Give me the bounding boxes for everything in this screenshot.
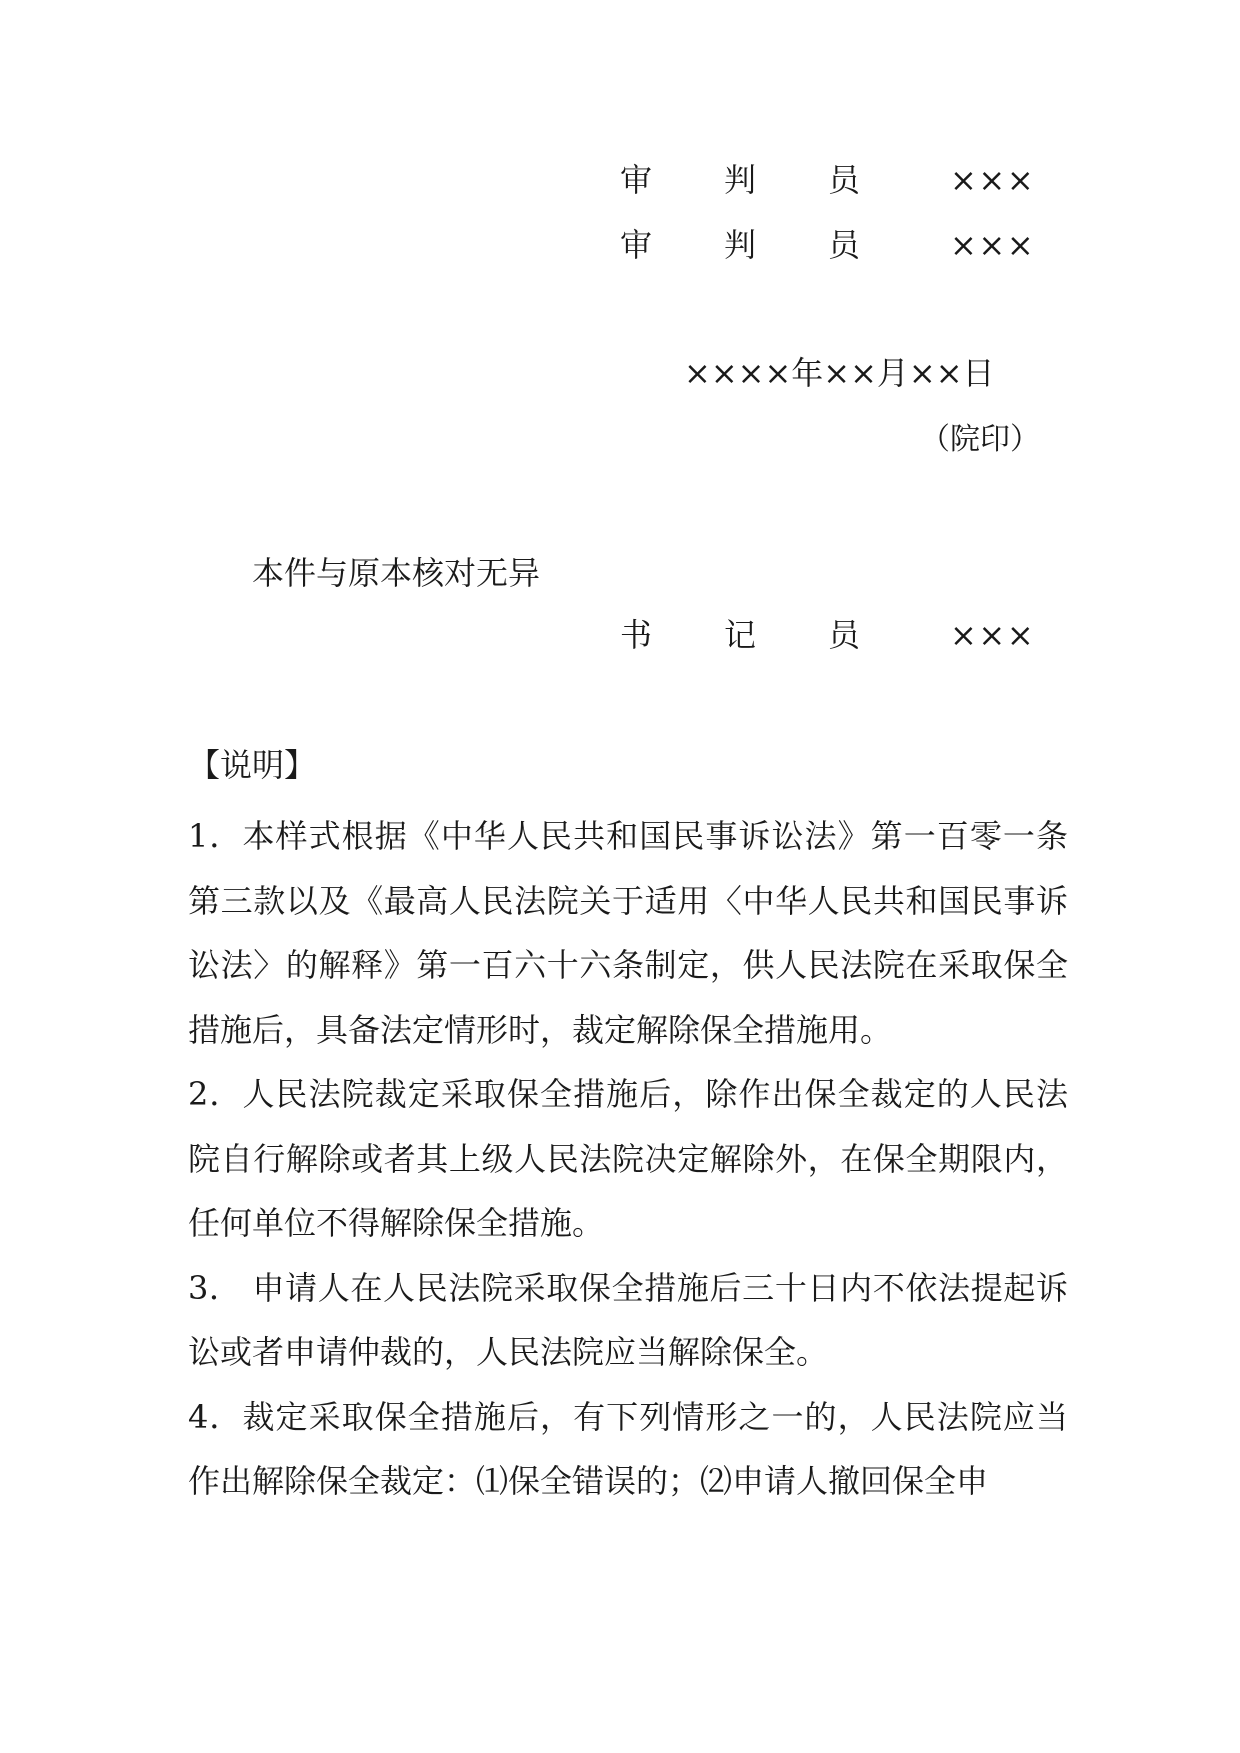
note-item: 4．裁定采取保全措施后，有下列情形之一的，人民法院应当作出解除保全裁定：⑴保全错误的；⑵申请人撤回保全申 (188, 1397, 1068, 1500)
role-char: 判 (723, 226, 756, 264)
signature-name: ××× (950, 616, 1036, 654)
role-char: 审 (620, 161, 653, 199)
note-item: 1．本样式根据《中华人民共和国民事诉讼法》第一百零一条第三款以及《最高人民法院关于适用〈中华人民共和国民事诉讼法〉的解释》第一百六十六条制定，供人民法院在采取保全措施后，具备法定情形时，裁定解除保全措施用。 (188, 817, 1068, 1049)
signature-judge-1 (620, 155, 1060, 205)
role-char: 审 (620, 226, 653, 264)
signature-clerk (620, 610, 1060, 660)
role-char: 员 (827, 616, 860, 654)
role-char: 员 (827, 161, 860, 199)
signature-name: ××× (950, 161, 1036, 199)
note-item: 3． 申请人在人民法院采取保全措施后三十日内不依法提起诉讼或者申请仲裁的，人民法院应当解除保全。 (188, 1268, 1068, 1371)
signature-judge-2 (620, 220, 1060, 270)
signature-name: ××× (950, 226, 1036, 264)
note-item: 2．人民法院裁定采取保全措施后，除作出保全裁定的人民法院自行解除或者其上级人民法院决定解除外，在保全期限内，任何单位不得解除保全措施。 (188, 1075, 1068, 1242)
role-char: 判 (723, 161, 756, 199)
notes-heading: 【说明】 (188, 746, 317, 784)
role-char: 记 (723, 616, 756, 654)
court-seal-note: （院印） (920, 422, 1040, 457)
document-date: ××××年××月××日 (684, 354, 995, 392)
role-char: 书 (620, 616, 653, 654)
role-char: 员 (827, 226, 860, 264)
notes-section (188, 740, 1068, 1514)
signature-role (620, 155, 860, 205)
signature-role (620, 220, 860, 270)
verification-statement: 本件与原本核对无异 (252, 554, 541, 592)
signature-role (620, 610, 860, 660)
